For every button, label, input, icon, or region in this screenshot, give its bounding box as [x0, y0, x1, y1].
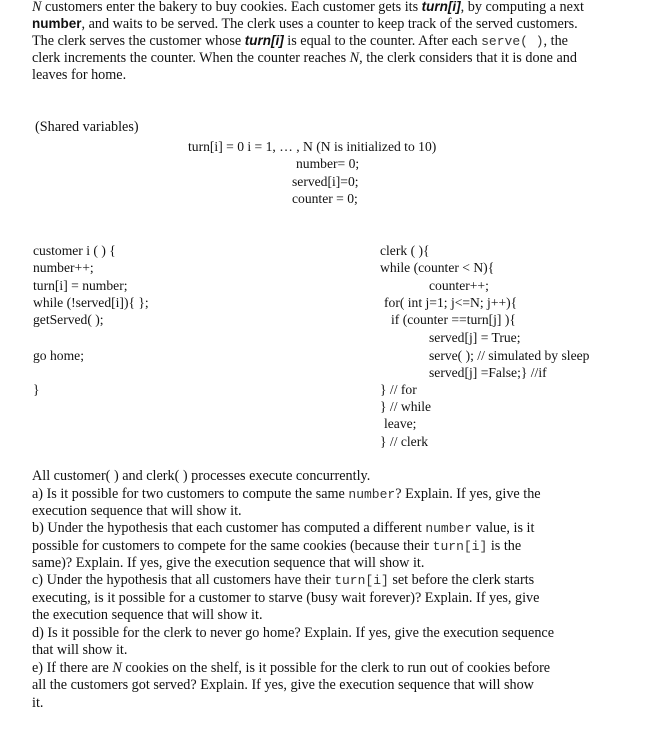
- question-e-line-2: all the customers got served? Explain. If yes, give the execution sequence that will show: [32, 677, 534, 693]
- question-b-line-3: same)? Explain. If yes, give the execution sequence that will show it.: [32, 555, 425, 571]
- question-b-line-1: b) Under the hypothesis that each customer has computed a different number value, is it: [32, 520, 535, 536]
- customer-code-line: while (!served[i]){ };: [33, 295, 149, 310]
- questions-intro: All customer( ) and clerk( ) processes execute concurrently.: [32, 468, 371, 484]
- shared-heading: (Shared variables): [35, 119, 139, 135]
- clerk-code-line: for( int j=1; j<=N; j++){: [384, 295, 518, 310]
- customer-code-line: turn[i] = number;: [33, 278, 128, 293]
- intro-line-3: The clerk serves the customer whose turn[i] is equal to the counter. After each serve( ), the: [32, 33, 568, 49]
- intro-line-4: clerk increments the counter. When the counter reaches N, the clerk considers that it is done and: [32, 50, 577, 66]
- customer-code-line: number++;: [33, 260, 94, 275]
- clerk-code-line: if (counter ==turn[j] ){: [391, 312, 516, 327]
- clerk-code-line: serve( ); // simulated by sleep: [429, 348, 590, 363]
- shared-line: number= 0;: [296, 156, 360, 171]
- clerk-code-line: served[j] = True;: [429, 330, 521, 345]
- question-d-line-1: d) Is it possible for the clerk to never go home? Explain. If yes, give the execution sequence: [32, 625, 555, 641]
- shared-line: served[i]=0;: [292, 174, 359, 189]
- shared-line: counter = 0;: [292, 191, 358, 206]
- clerk-code-line: while (counter < N){: [380, 260, 495, 275]
- question-a-line-2: execution sequence that will show it.: [32, 503, 242, 519]
- question-d-line-2: that will show it.: [32, 642, 128, 658]
- question-a-line-1: a) Is it possible for two customers to compute the same number? Explain. If yes, give the: [32, 486, 541, 502]
- clerk-code-line: } // while: [380, 399, 432, 414]
- intro-line-2: number, and waits to be served. The clerk uses a counter to keep track of the served customers.: [32, 16, 578, 32]
- clerk-code-line: served[j] =False;} //if: [429, 365, 547, 380]
- customer-code-line: go home;: [33, 348, 84, 363]
- intro-line-1: N customers enter the bakery to buy cookies. Each customer gets its turn[i], by computing a next: [32, 0, 584, 15]
- customer-code-line: customer i ( ) {: [33, 243, 116, 258]
- question-c-line-2: executing, is it possible for a customer to starve (busy wait forever)? Explain. If yes, give: [32, 590, 540, 606]
- clerk-code-line: } // for: [380, 382, 417, 397]
- question-b-line-2: possible for customers to compete for the same cookies (because their turn[i] is the: [32, 538, 522, 554]
- question-c-line-1: c) Under the hypothesis that all customers have their turn[i] set before the clerk starts: [32, 572, 535, 588]
- question-e-line-3: it.: [32, 695, 44, 711]
- question-e-line-1: e) If there are N cookies on the shelf, is it possible for the clerk to run out of cookies before: [32, 660, 551, 676]
- intro-n: N: [32, 0, 42, 15]
- clerk-code-line: clerk ( ){: [380, 243, 430, 258]
- clerk-code-line: } // clerk: [380, 434, 429, 449]
- intro-line-5: leaves for home.: [32, 67, 127, 83]
- clerk-code-line: leave;: [384, 416, 417, 431]
- shared-line: turn[i] = 0 i = 1, … , N (N is initialized to 10): [188, 139, 437, 154]
- question-c-line-3: the execution sequence that will show it.: [32, 607, 263, 623]
- customer-code-line: }: [33, 382, 40, 397]
- clerk-code-line: counter++;: [429, 278, 489, 293]
- customer-code-line: getServed( );: [33, 312, 104, 327]
